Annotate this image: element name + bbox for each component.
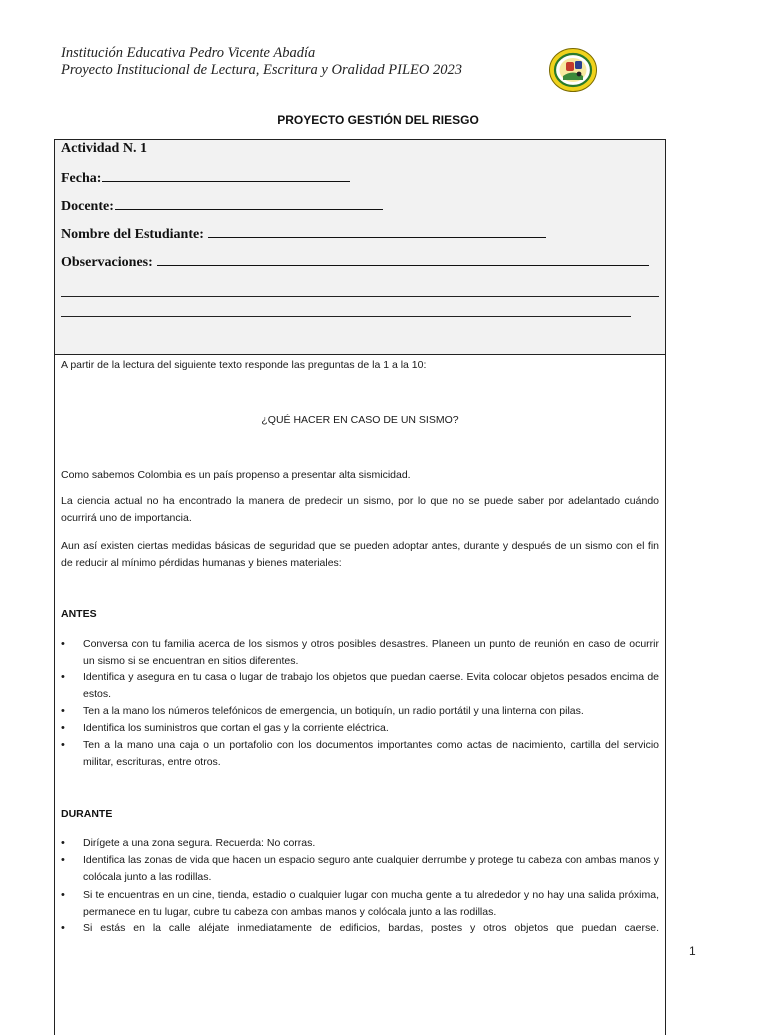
section-title-during: DURANTE — [61, 808, 113, 820]
bullet-icon: • — [61, 739, 65, 751]
page-number: 1 — [689, 944, 696, 958]
list-item — [61, 852, 659, 886]
list-item — [61, 720, 659, 737]
bullet-icon: • — [61, 705, 65, 717]
bullet-icon: • — [61, 922, 65, 934]
list-item-text: Identifica los suministros que cortan el gas y la corriente eléctrica. — [83, 722, 389, 734]
list-item-text: Identifica las zonas de vida que hacen un espacio seguro ante cualquier derrumbe y protege tu cabeza con ambas manos y colócala junto a las rodillas. — [83, 854, 659, 883]
date-label: Fecha: — [61, 171, 102, 186]
observations-label: Observaciones: — [61, 255, 153, 270]
list-item-text: Ten a la mano una caja o un portafolio con los documentos importantes como actas de nacimiento, cartilla del servicio militar, escrituras, entre otros. — [83, 739, 659, 768]
bullet-icon: • — [61, 671, 65, 683]
list-item-text: Conversa con tu familia acerca de los sismos y otros posibles desastres. Planeen un punto de reunión en caso de ocurrir un sismo si se encuentran en sitios diferentes. — [83, 638, 659, 667]
bullet-icon: • — [61, 889, 65, 901]
list-item — [61, 669, 659, 703]
paragraph: Como sabemos Colombia es un país propenso a presentar alta sismicidad. — [61, 469, 411, 481]
paragraph: Aun así existen ciertas medidas básicas de seguridad que se pueden adoptar antes, durante y después de un sismo con el fin de reducir al mínimo pérdidas humanas y bienes materiales: — [61, 540, 659, 569]
teacher-field — [61, 197, 383, 215]
student-field — [61, 225, 546, 243]
observations-line-2 — [61, 296, 659, 297]
list-item-text: Si estás en la calle aléjate inmediatamente de edificios, bardas, postes y otros objetos que puedan caerse. — [83, 922, 659, 934]
intro-text: A partir de la lectura del siguiente texto responde las preguntas de la 1 a la 10: — [61, 359, 427, 371]
school-logo — [548, 47, 598, 93]
page-title: PROYECTO GESTIÓN DEL RIESGO — [277, 113, 479, 127]
list-item — [61, 737, 659, 771]
header-project: Proyecto Institucional de Lectura, Escritura y Oralidad PILEO 2023 — [61, 62, 462, 78]
date-blank — [102, 169, 350, 182]
bullet-icon: • — [61, 722, 65, 734]
teacher-label: Docente: — [61, 199, 114, 214]
reading-title: ¿QUÉ HACER EN CASO DE UN SISMO? — [261, 414, 459, 426]
bullet-icon: • — [61, 854, 65, 866]
header-institution: Institución Educativa Pedro Vicente Abadía — [61, 45, 316, 61]
observations-field — [61, 253, 649, 271]
bullet-icon: • — [61, 638, 65, 650]
list-item-text: Dirígete a una zona segura. Recuerda: No corras. — [83, 837, 316, 849]
list-item — [61, 887, 659, 921]
teacher-blank — [115, 197, 383, 210]
list-item — [61, 835, 659, 852]
paragraph: La ciencia actual no ha encontrado la manera de predecir un sismo, por lo que no se puede saber por adelantado cuándo ocurrirá uno de importancia. — [61, 495, 659, 524]
observations-blank — [157, 253, 649, 266]
list-item-text: Ten a la mano los números telefónicos de emergencia, un botiquín, un radio portátil y una linterna con pilas. — [83, 705, 584, 717]
student-label: Nombre del Estudiante: — [61, 227, 204, 242]
list-item — [61, 920, 659, 934]
student-blank — [208, 225, 546, 238]
observations-line-3 — [61, 316, 631, 317]
section-title-before: ANTES — [61, 608, 97, 620]
list-item-text: Si te encuentras en un cine, tienda, estadio o cualquier lugar con mucha gente a tu alrededor y no hay una salida próxima, permanece en tu lugar, cubre tu cabeza con ambas manos y colócala junto a las rodillas. — [83, 889, 659, 918]
date-field — [61, 169, 350, 187]
list-item — [61, 703, 659, 720]
bullet-icon: • — [61, 837, 65, 849]
activity-label: Actividad N. 1 — [61, 141, 147, 156]
list-item-text: Identifica y asegura en tu casa o lugar de trabajo los objetos que puedan caerse. Evita colocar objetos pesados encima de estos. — [83, 671, 659, 700]
list-item — [61, 636, 659, 670]
